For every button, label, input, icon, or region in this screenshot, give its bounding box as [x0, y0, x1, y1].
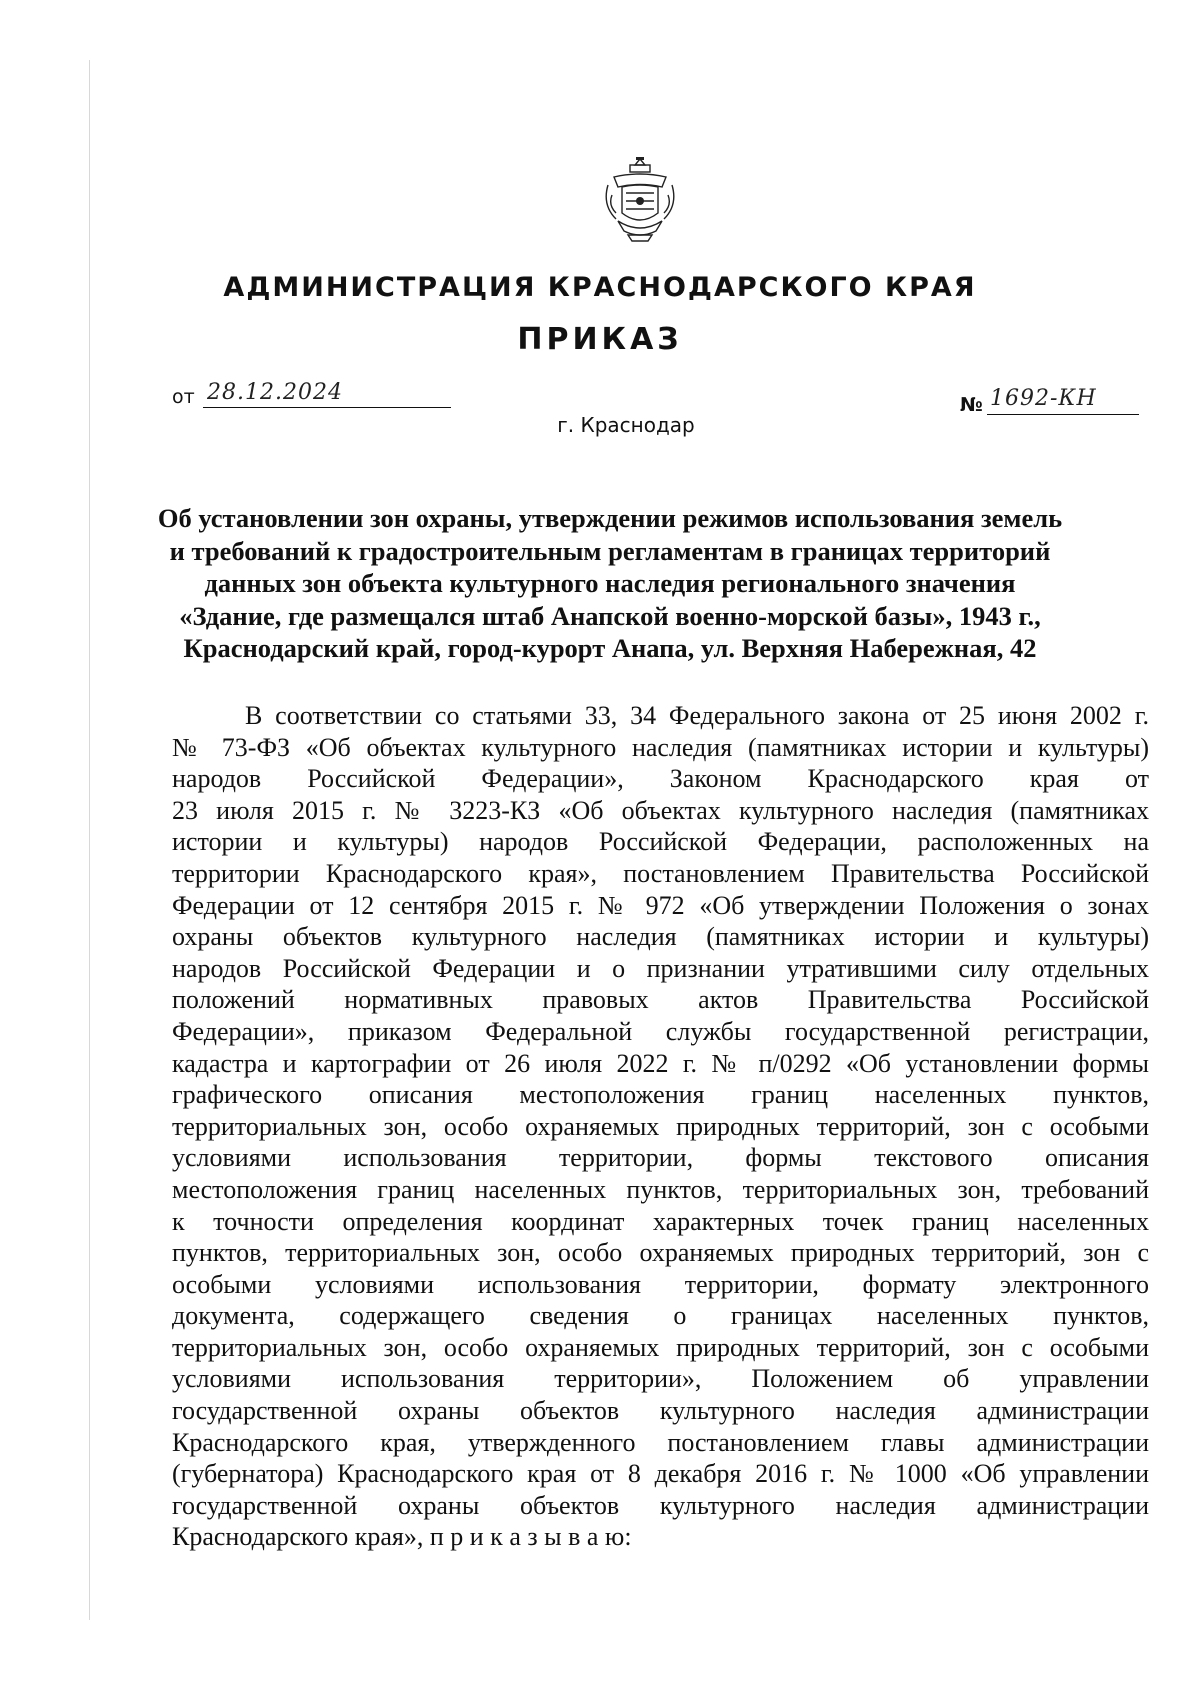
number-value: 1692-КН: [990, 386, 1097, 411]
body-line: Федерации от 12 сентября 2015 г. № 972 «Об утверждении Положения о зонах: [172, 890, 1149, 920]
body-line: № 73-ФЗ «Об объектах культурного наследия (памятниках истории и культуры): [172, 732, 1149, 762]
body-line: (губернатора) Краснодарского края от 8 декабря 2016 г. № 1000 «Об управлении: [172, 1459, 1149, 1489]
order-body: [172, 700, 1149, 1553]
title-line: данных зон объекта культурного наследия регионального значения: [204, 568, 1016, 598]
body-line: Федерации», приказом Федеральной службы государственной регистрации,: [172, 1016, 1149, 1046]
body-line: Краснодарского края», п р и к а з ы в а ю:: [172, 1522, 632, 1552]
date-label: от: [172, 386, 195, 408]
title-line: и требований к градостроительным регламентам в границах территорий: [169, 535, 1051, 566]
body-line: территориальных зон, особо охраняемых природных территорий, зон с особыми: [172, 1332, 1149, 1362]
date-underline: [203, 407, 451, 408]
body-line: 23 июля 2015 г. № 3223-КЗ «Об объектах культурного наследия (памятниках: [172, 795, 1149, 825]
order-title: [150, 502, 1070, 665]
document-type: ПРИКАЗ: [517, 322, 683, 357]
body-line: истории и культуры) народов Российской Федерации, расположенных на: [172, 827, 1149, 857]
body-line: особыми условиями использования территории, формату электронного: [172, 1269, 1149, 1299]
agency-name: АДМИНИСТРАЦИЯ КРАСНОДАРСКОГО КРАЯ: [223, 272, 977, 303]
body-line: территории Краснодарского края», постановлением Правительства Российской: [172, 858, 1149, 888]
body-line: к точности определения координат характерных точек границ населенных: [172, 1206, 1149, 1236]
body-line: условиями использования территории, формы текстового описания: [172, 1143, 1149, 1173]
body-line: Краснодарского края, утвержденного постановлением главы администрации: [172, 1427, 1149, 1457]
title-line: «Здание, где размещался штаб Анапской военно-морской базы», 1943 г.,: [179, 600, 1041, 631]
body-line: охраны объектов культурного наследия (памятниках истории и культуры): [172, 922, 1149, 952]
body-line: положений нормативных правовых актов Правительства Российской: [172, 985, 1149, 1015]
date-value: 28.12.2024: [207, 380, 343, 405]
body-line: условиями использования территории», Положением об управлении: [172, 1364, 1149, 1394]
body-line: территориальных зон, особо охраняемых природных территорий, зон с особыми: [172, 1111, 1149, 1141]
body-line: народов Российской Федерации и о признании утратившими силу отдельных: [172, 953, 1149, 983]
number-label: №: [960, 394, 983, 416]
body-line: народов Российской Федерации», Законом Краснодарского края от: [172, 764, 1149, 794]
title-line: Краснодарский край, город-курорт Анапа, ул. Верхняя Набережная, 42: [183, 633, 1037, 663]
body-line: В соответствии со статьями 33, 34 Федерального закона от 25 июня 2002 г.: [245, 701, 1149, 730]
title-line: Об установлении зон охраны, утверждении режимов использования земель: [157, 503, 1063, 533]
body-line: местоположения границ населенных пунктов, территориальных зон, требований: [172, 1174, 1149, 1204]
body-line: кадастра и картографии от 26 июля 2022 г. № п/0292 «Об установлении формы: [172, 1048, 1149, 1078]
body-line: графического описания местоположения границ населенных пунктов,: [172, 1080, 1149, 1110]
city: г. Краснодар: [557, 413, 695, 437]
krasnodar-coat-of-arms-icon: [600, 155, 680, 245]
body-line: государственной охраны объектов культурного наследия администрации: [172, 1396, 1149, 1426]
body-line: документа, содержащего сведения о границах населенных пунктов,: [172, 1301, 1149, 1331]
body-line: пунктов, территориальных зон, особо охраняемых природных территорий, зон с: [172, 1238, 1149, 1268]
body-line: государственной охраны объектов культурного наследия администрации: [172, 1490, 1149, 1520]
